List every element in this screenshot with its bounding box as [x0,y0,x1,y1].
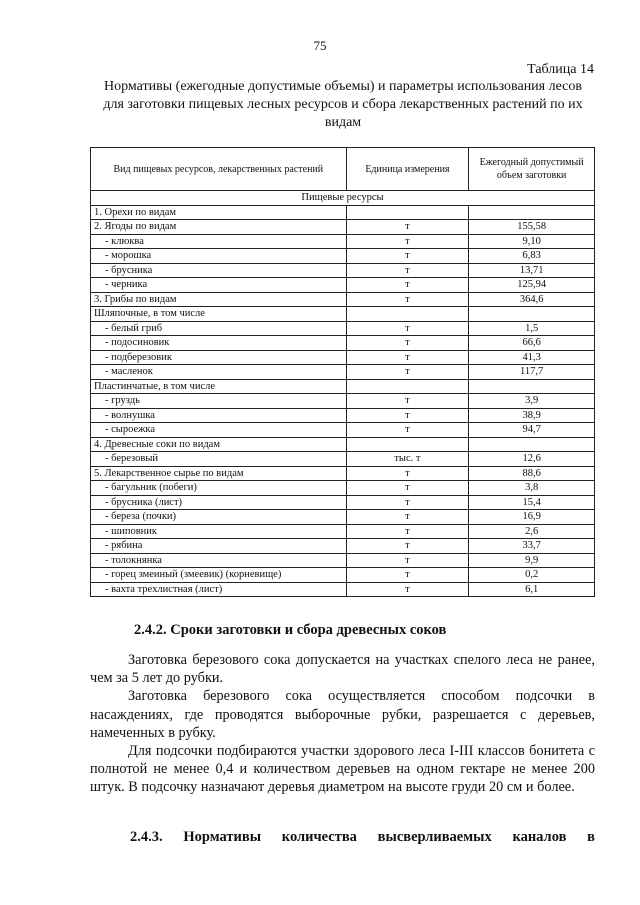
unit-cell: т [346,495,469,510]
volume-cell: 364,6 [469,292,595,307]
unit-cell [346,379,469,394]
resource-name-cell: 4. Древесные соки по видам [91,437,347,452]
volume-cell: 13,71 [469,263,595,278]
unit-cell: т [346,249,469,264]
table-row [91,321,595,336]
resource-name-cell: - березовый [91,452,347,467]
volume-cell [469,437,595,452]
unit-cell: т [346,321,469,336]
table-label: Таблица 14 [527,62,594,77]
header-volume: Ежегодный допустимый объем заготовки [469,148,595,191]
unit-cell: т [346,365,469,380]
table-row [91,553,595,568]
table-row [91,568,595,583]
table-row [91,524,595,539]
resource-name-cell: 1. Орехи по видам [91,205,347,220]
table-row [91,408,595,423]
volume-cell: 3,8 [469,481,595,496]
table-row [91,495,595,510]
paragraph: Для подсочки подбираются участки здорового леса I-III классов бонитета с полнотой не менее 0,4 и количеством деревьев на одном гектаре не менее 200 штук. В подсочку назначают деревья диаметром на высоте груди 20 см и более. [90,743,595,796]
unit-cell: т [346,481,469,496]
resource-name-cell: - багульник (побеги) [91,481,347,496]
volume-cell [469,205,595,220]
resource-name-cell: - сыроежка [91,423,347,438]
table-row [91,234,595,249]
resource-name-cell: - масленок [91,365,347,380]
volume-cell: 33,7 [469,539,595,554]
section-242-body [90,651,595,797]
resource-name-cell: - горец змеиный (змеевик) (корневище) [91,568,347,583]
table-row [91,292,595,307]
volume-cell: 38,9 [469,408,595,423]
table-row [91,437,595,452]
resource-name-cell: - черника [91,278,347,293]
unit-cell [346,307,469,322]
table-row [91,466,595,481]
volume-cell: 1,5 [469,321,595,336]
table-row [91,249,595,264]
table-row [91,365,595,380]
unit-cell: т [346,278,469,293]
section-title: Пищевые ресурсы [91,191,595,206]
volume-cell: 0,2 [469,568,595,583]
resource-name-cell: - волнушка [91,408,347,423]
volume-cell: 9,10 [469,234,595,249]
resource-name-cell: 2. Ягоды по видам [91,220,347,235]
volume-cell: 9,9 [469,553,595,568]
section-row [91,191,595,206]
unit-cell: тыс. т [346,452,469,467]
header-unit: Единица измерения [346,148,469,191]
table-row [91,481,595,496]
resource-name-cell: - подберезовик [91,350,347,365]
unit-cell [346,437,469,452]
volume-cell: 94,7 [469,423,595,438]
unit-cell: т [346,568,469,583]
paragraph: Заготовка березового сока осуществляется способом подсочки в насаждениях, где проводятся выборочные рубки, разрешается с деревьев, намеченных в рубку. [90,688,595,741]
table-row [91,220,595,235]
unit-cell: т [346,524,469,539]
volume-cell: 88,6 [469,466,595,481]
unit-cell: т [346,263,469,278]
resource-name-cell: - шиповник [91,524,347,539]
unit-cell: т [346,292,469,307]
resource-name-cell: Шляпочные, в том числе [91,307,347,322]
resource-name-cell: - груздь [91,394,347,409]
resource-name-cell: 5. Лекарственное сырье по видам [91,466,347,481]
table-row [91,539,595,554]
volume-cell [469,379,595,394]
unit-cell: т [346,539,469,554]
table-header-row [91,148,595,191]
table-caption: Нормативы (ежегодные допустимые объемы) и параметры использования лесов для заготовки пищевых лесных ресурсов и сбора лекарственных растений по их видам [103,79,583,130]
resource-name-cell: - брусника [91,263,347,278]
volume-cell: 2,6 [469,524,595,539]
section-243-heading: 2.4.3. Нормативы количества высверливаемых каналов в [130,829,595,845]
unit-cell: т [346,408,469,423]
table-row [91,510,595,525]
page-number: 75 [313,38,327,53]
unit-cell: т [346,423,469,438]
table-row [91,394,595,409]
unit-cell: т [346,336,469,351]
table-row [91,205,595,220]
volume-cell [469,307,595,322]
table-row [91,336,595,351]
volume-cell: 15,4 [469,495,595,510]
unit-cell: т [346,234,469,249]
table-body [91,191,595,597]
volume-cell: 117,7 [469,365,595,380]
resource-name-cell: - белый гриб [91,321,347,336]
table-row [91,263,595,278]
table-row [91,350,595,365]
resource-name-cell: - брусника (лист) [91,495,347,510]
unit-cell: т [346,582,469,597]
volume-cell: 125,94 [469,278,595,293]
volume-cell: 66,6 [469,336,595,351]
resource-name-cell: - вахта трехлистная (лист) [91,582,347,597]
paragraph: Заготовка березового сока допускается на участках спелого леса не ранее, чем за 5 лет до рубки. [90,652,595,687]
table-row [91,278,595,293]
resource-name-cell: - рябина [91,539,347,554]
unit-cell: т [346,220,469,235]
table-row [91,307,595,322]
unit-cell: т [346,394,469,409]
resource-name-cell: - морошка [91,249,347,264]
volume-cell: 155,58 [469,220,595,235]
unit-cell: т [346,553,469,568]
volume-cell: 6,83 [469,249,595,264]
resource-name-cell: - толокнянка [91,553,347,568]
table-row [91,379,595,394]
volume-cell: 12,6 [469,452,595,467]
resource-name-cell: - подосиновик [91,336,347,351]
norms-table [90,147,595,597]
section-242-heading: 2.4.2. Сроки заготовки и сбора древесных соков [134,622,447,638]
unit-cell: т [346,466,469,481]
resource-name-cell: - клюква [91,234,347,249]
volume-cell: 41,3 [469,350,595,365]
unit-cell [346,205,469,220]
resource-name-cell: - береза (почки) [91,510,347,525]
volume-cell: 16,9 [469,510,595,525]
table-row [91,423,595,438]
unit-cell: т [346,350,469,365]
volume-cell: 6,1 [469,582,595,597]
unit-cell: т [346,510,469,525]
table-row [91,582,595,597]
resource-name-cell: Пластинчатые, в том числе [91,379,347,394]
resource-name-cell: 3. Грибы по видам [91,292,347,307]
header-resource-type: Вид пищевых ресурсов, лекарственных растений [91,148,347,191]
table-row [91,452,595,467]
volume-cell: 3,9 [469,394,595,409]
